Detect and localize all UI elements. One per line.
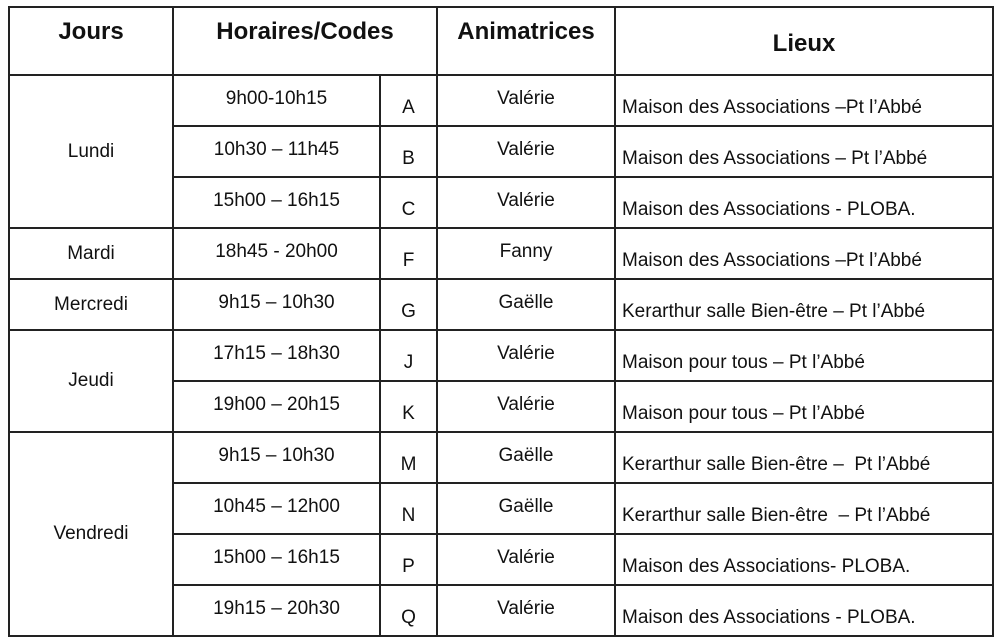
header-schedule-codes: Horaires/Codes — [173, 7, 437, 75]
instructor-cell: Valérie — [437, 126, 615, 177]
code-cell: F — [380, 228, 437, 279]
code-cell: P — [380, 534, 437, 585]
header-places: Lieux — [615, 7, 993, 75]
code-cell: K — [380, 381, 437, 432]
time-cell: 10h45 – 12h00 — [173, 483, 380, 534]
schedule-table — [8, 6, 994, 637]
place-cell: Maison des Associations - PLOBA. — [615, 177, 993, 228]
instructor-cell: Gaëlle — [437, 483, 615, 534]
place-cell: Maison des Associations – Pt l’Abbé — [615, 126, 993, 177]
header-days: Jours — [9, 7, 173, 75]
time-cell: 9h00-10h15 — [173, 75, 380, 126]
code-cell: C — [380, 177, 437, 228]
instructor-cell: Valérie — [437, 534, 615, 585]
code-cell: A — [380, 75, 437, 126]
header-instructors: Animatrices — [437, 7, 615, 75]
place-cell: Maison des Associations - PLOBA. — [615, 585, 993, 636]
time-cell: 10h30 – 11h45 — [173, 126, 380, 177]
time-cell: 19h15 – 20h30 — [173, 585, 380, 636]
instructor-cell: Valérie — [437, 585, 615, 636]
time-cell: 19h00 – 20h15 — [173, 381, 380, 432]
time-cell: 9h15 – 10h30 — [173, 279, 380, 330]
place-cell: Maison pour tous – Pt l’Abbé — [615, 381, 993, 432]
time-cell: 18h45 - 20h00 — [173, 228, 380, 279]
table-row — [9, 330, 993, 381]
code-cell: N — [380, 483, 437, 534]
place-cell: Kerarthur salle Bien-être – Pt l’Abbé — [615, 279, 993, 330]
place-cell: Maison des Associations –Pt l’Abbé — [615, 228, 993, 279]
place-cell: Maison des Associations –Pt l’Abbé — [615, 75, 993, 126]
code-cell: M — [380, 432, 437, 483]
instructor-cell: Gaëlle — [437, 279, 615, 330]
table-row — [9, 228, 993, 279]
instructor-cell: Valérie — [437, 381, 615, 432]
table-row — [9, 75, 993, 126]
table-row — [9, 279, 993, 330]
table-row — [9, 432, 993, 483]
instructor-cell: Valérie — [437, 177, 615, 228]
time-cell: 15h00 – 16h15 — [173, 177, 380, 228]
instructor-cell: Valérie — [437, 75, 615, 126]
instructor-cell: Gaëlle — [437, 432, 615, 483]
place-cell: Kerarthur salle Bien-être – Pt l’Abbé — [615, 432, 993, 483]
time-cell: 17h15 – 18h30 — [173, 330, 380, 381]
instructor-cell: Valérie — [437, 330, 615, 381]
day-cell-monday: Lundi — [9, 75, 173, 228]
code-cell: G — [380, 279, 437, 330]
code-cell: Q — [380, 585, 437, 636]
day-cell-thursday: Jeudi — [9, 330, 173, 432]
instructor-cell: Fanny — [437, 228, 615, 279]
place-cell: Kerarthur salle Bien-être – Pt l’Abbé — [615, 483, 993, 534]
time-cell: 9h15 – 10h30 — [173, 432, 380, 483]
day-cell-wednesday: Mercredi — [9, 279, 173, 330]
code-cell: J — [380, 330, 437, 381]
code-cell: B — [380, 126, 437, 177]
place-cell: Maison pour tous – Pt l’Abbé — [615, 330, 993, 381]
time-cell: 15h00 – 16h15 — [173, 534, 380, 585]
day-cell-tuesday: Mardi — [9, 228, 173, 279]
header-row — [9, 7, 993, 75]
place-cell: Maison des Associations- PLOBA. — [615, 534, 993, 585]
day-cell-friday: Vendredi — [9, 432, 173, 636]
